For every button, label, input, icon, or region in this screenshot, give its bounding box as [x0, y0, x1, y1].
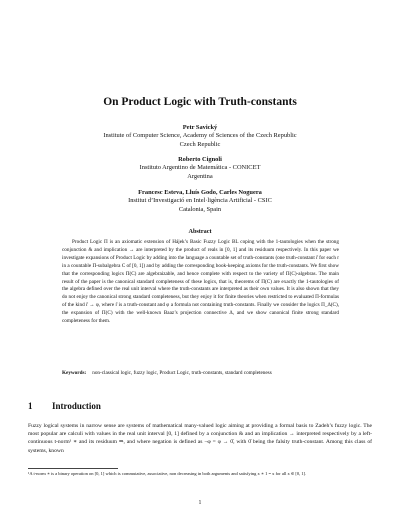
paper-title: On Product Logic with Truth-constants: [103, 96, 297, 108]
section-title: Introduction: [52, 401, 101, 411]
author-block-2: [40, 156, 360, 181]
author-block-3: [40, 189, 360, 214]
section-number: 1: [28, 401, 33, 411]
abstract-heading: Abstract: [188, 228, 212, 235]
footnote: ¹A t-norm ∗ is a binary operation on [0, 1] which is commutative, associative, non decreasing in both arguments and satisfying x ∗ 1 = x for all x ∈ [0, 1].: [28, 471, 307, 476]
author-affiliation: Institut d’Investigació en Intel·ligència Artificial - CSIC: [128, 197, 272, 205]
author-name: Francesc Esteva, Lluís Godo, Carles Noguera: [138, 189, 262, 196]
keywords-label: Keywords:: [62, 370, 87, 376]
author-country: Argentina: [187, 172, 213, 180]
keywords: [62, 370, 339, 377]
body-paragraph: Fuzzy logical systems in narrow sense are systems of mathematical many-valued logic aiming at providing a formal basis to Zadeh’s fuzzy logic. The most popular are calculi with values in the real unit interval [0, 1] defined by a conjunction & and an implication → interpreted respectively by a left-continuous t-norm¹ ∗ and its residuum ⇒, and where negation is defined as ¬φ = φ → 0̄, with 0̄ being the falsity truth-constant. Among this class of systems, known: [28, 423, 372, 454]
author-affiliation: Institute of Computer Science, Academy of Sciences of the Czech Republic: [103, 132, 297, 140]
author-name: Petr Savický: [182, 124, 218, 131]
footnote-rule: [28, 468, 118, 469]
author-affiliation: Instituto Argentino de Matemática - CONICET: [139, 164, 261, 172]
author-country: Czech Republic: [179, 140, 221, 148]
author-name: Roberto Cignoli: [178, 156, 222, 163]
page-number: 1: [198, 500, 202, 506]
author-block-1: [40, 124, 360, 149]
keywords-text: non-classical logic, fuzzy logic, Product Logic, truth-constants, standard completeness: [92, 370, 272, 376]
author-country: Catalonia, Spain: [178, 205, 222, 213]
section-heading: [28, 401, 101, 411]
abstract-text: Product Logic Π is an axiomatic extension of Hájek’s Basic Fuzzy Logic BL coping with the 1-tautologies when the strong conjunction & and implication → are interpreted by the product of reals in [0, 1] and its residuum respectively. In this paper we investigate expansions of Product Logic by adding into the language a countable set of truth-constants (one truth-constant r̄ for each r in a countable Π-subalgebra C of [0, 1]) and by adding the corresponding book-keeping axioms for the truth-constants. We first show that the corresponding logics Π(C) are algebraizable, and hence complete with respect to the variety of Π(C)-algebras. The main result of the paper is the canonical standard completeness of these logics, that is, theorems of Π(C) are exactly the 1-tautologies of the algebra defined over the real unit interval where the truth-constants are interpreted as their own values. It is also shown that they do not enjoy the canonical strong standard completeness, but they enjoy it for finite theories when restricted to evaluated Π-formulas of the kind r̄ → φ, where r̄ is a truth-constant and φ a formula not containing truth-constants. Finally we consider the logics Π_Δ(C), the expansion of Π(C) with the well-known Baaz’s projection connective Δ, and we show canonical finite strong standard completeness for them.: [62, 239, 339, 325]
